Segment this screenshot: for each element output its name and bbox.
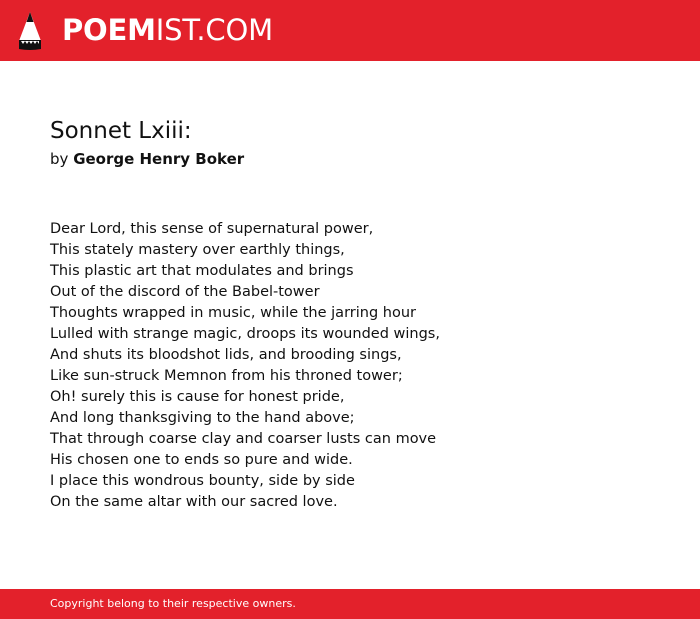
poem-line: Oh! surely this is cause for honest pride, — [50, 389, 345, 405]
logo-light-text: IST.COM — [155, 13, 273, 47]
author-name[interactable]: George Henry Boker — [73, 150, 245, 168]
poem-line: I place this wondrous bounty, side by side — [50, 473, 355, 489]
site-footer — [0, 589, 700, 619]
poem-line: And shuts its bloodshot lids, and brooding sings, — [50, 347, 402, 363]
byline — [50, 149, 244, 169]
poem-line: And long thanksgiving to the hand above; — [50, 410, 355, 426]
poem-line: This plastic art that modulates and brings — [50, 263, 354, 279]
poem-line: Thoughts wrapped in music, while the jarring hour — [50, 305, 416, 321]
poem-line: This stately mastery over earthly things, — [50, 242, 345, 258]
poem-line: Out of the discord of the Babel-tower — [50, 284, 320, 300]
site-header — [0, 0, 700, 61]
poem-line: His chosen one to ends so pure and wide. — [50, 452, 353, 468]
poem-line: Lulled with strange magic, droops its wounded wings, — [50, 326, 440, 342]
poem-body — [50, 219, 650, 513]
by-label: by — [50, 150, 69, 168]
poem-line: Dear Lord, this sense of supernatural power, — [50, 221, 374, 237]
logo-bold-text: POEM — [62, 13, 156, 47]
pencil-tip-icon[interactable] — [18, 11, 42, 51]
poem-line: That through coarse clay and coarser lusts can move — [50, 431, 437, 447]
site-logo[interactable] — [62, 13, 273, 47]
copyright-text: Copyright belong to their respective owners. — [50, 597, 296, 610]
poem-line: On the same altar with our sacred love. — [50, 494, 338, 510]
poem-line: Like sun-struck Memnon from his throned tower; — [50, 368, 403, 384]
poem-title: Sonnet Lxiii: — [50, 118, 192, 144]
